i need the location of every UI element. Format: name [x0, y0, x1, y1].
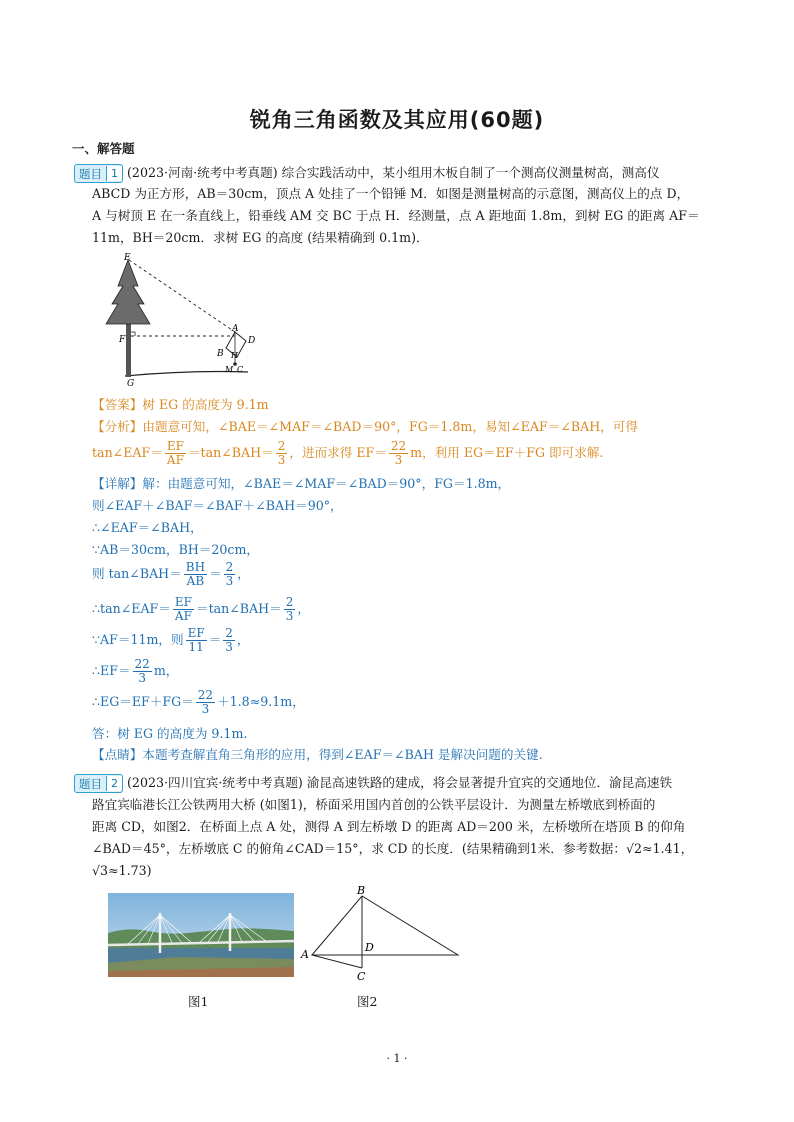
q1-detail-7: ∵AF＝11m，则 $\frac{EF}{11}$ ＝ $\frac{2}{3}$ ， [92, 626, 250, 654]
q1-detail-2: 则∠EAF＋∠BAF＝∠BAF＋∠BAH＝90°， [92, 498, 343, 513]
q1-key-point: 【点睛】本题考查解直角三角形的应用，得到∠EAF＝∠BAH 是解决问题的关键. [92, 747, 543, 762]
q1-detail-5: 则 tan∠BAH＝ $\frac{BH}{AB}$ ＝ $\frac{2}{3}$ ， [92, 560, 250, 588]
q1-line-4: 11m，BH＝20cm．求树 EG 的高度 (结果精确到 0.1m)． [92, 230, 429, 245]
svg-text:A: A [232, 324, 239, 334]
svg-text:D: D [365, 941, 374, 954]
tree-trunk [126, 322, 131, 377]
svg-text:B: B [217, 349, 224, 359]
bridge-geometry-diagram [300, 884, 465, 984]
q1-answer: 【答案】树 EG 的高度为 9.1m [92, 397, 269, 412]
q1-detail-4: ∵AB＝30cm，BH＝20cm， [92, 542, 260, 557]
svg-text:C: C [357, 970, 366, 983]
q1-line-3: A 与树顶 E 在一条直线上，铅垂线 AM 交 BC 于点 H．经测量，点 A 距地面 1.8m，到树 EG 的距离 AF＝ [92, 208, 700, 223]
page-title: 锐角三角函数及其应用(60题) [249, 108, 545, 132]
page-number: · 1 · [386, 1052, 408, 1065]
svg-text:F: F [119, 335, 126, 345]
tree-canopy [106, 260, 150, 324]
fig2-caption: 图2 [357, 994, 378, 1009]
q1-detail-8: ∴EF＝ $\frac{22}{3}$ m， [92, 657, 179, 685]
q2-badge: 题目 2 [74, 774, 123, 793]
q1-line-1: 题目 1 (2023·河南·统考中考真题) 综合实践活动中，某小组用木板自制了一个测高仪测量树高，测高仪 [74, 164, 659, 183]
svg-text:D: D [248, 336, 256, 346]
svg-text:H: H [231, 351, 238, 360]
svg-text:G: G [127, 379, 135, 389]
fig1-caption: 图1 [188, 994, 209, 1009]
q1-detail-10: 答：树 EG 的高度为 9.1m. [92, 726, 248, 741]
q1-detail-3: ∴∠EAF＝∠BAH， [92, 520, 203, 535]
section-heading: 一、解答题 [72, 141, 135, 156]
q1-detail-6: ∴tan∠EAF＝ $\frac{EF}{AF}$ ＝tan∠BAH＝ $\frac{2}{3}$ ， [92, 595, 310, 623]
svg-text:M: M [225, 365, 234, 374]
svg-text:B: B [357, 884, 366, 897]
q1-badge: 题目 1 [74, 164, 123, 183]
q2-line-3: 距离 CD，如图2．在桥面上点 A 处，测得 A 到左桥墩 D 的距离 AD＝200 米，左桥墩所在塔顶 B 的仰角 [92, 819, 686, 834]
tree-measurement-diagram [100, 252, 256, 389]
q1-line-2: ABCD 为正方形，AB＝30cm，顶点 A 处挂了一个铅锤 M．如图是测量树高的示意图，测高仪上的点 D， [92, 186, 690, 201]
q1-analysis-2: tan∠EAF＝ $\frac{EF}{AF}$ ＝tan∠BAH＝ $\frac{2}{3}$ ，进而求得 EF＝ $\frac{22}{3}$ m，利用 EG＝EF＋FG 即可求解. [92, 439, 604, 467]
q2-line-2: 路宜宾临港长江公铁两用大桥 (如图1)，桥面采用国内首创的公铁平层设计．为测量左桥墩底到桥面的 [92, 797, 656, 812]
q1-detail-9: ∴EG＝EF＋FG＝ $\frac{22}{3}$ ＋1.8≈9.1m， [92, 688, 305, 716]
bridge-photo [108, 893, 294, 977]
q2-line-5: √3≈1.73) [92, 863, 152, 878]
svg-text:E: E [124, 253, 131, 263]
svg-text:A: A [301, 948, 309, 961]
q2-line-1: 题目 2 (2023·四川宜宾·统考中考真题) 渝昆高速铁路的建成，将会显著提升宜宾的交通地位．渝昆高速铁 [74, 774, 672, 793]
svg-text:C: C [237, 365, 244, 374]
q1-detail-1: 【详解】解：由题意可知，∠BAE＝∠MAF＝∠BAD＝90°，FG＝1.8m， [92, 476, 511, 491]
q1-analysis-1: 【分析】由题意可知，∠BAE＝∠MAF＝∠BAD＝90°，FG＝1.8m，易知∠EAF＝∠BAH，可得 [92, 419, 638, 434]
q2-line-4: ∠BAD＝45°，左桥墩底 C 的俯角∠CAD＝15°，求 CD 的长度．(结果精确到1米．参考数据：√2≈1.41， [92, 841, 694, 856]
